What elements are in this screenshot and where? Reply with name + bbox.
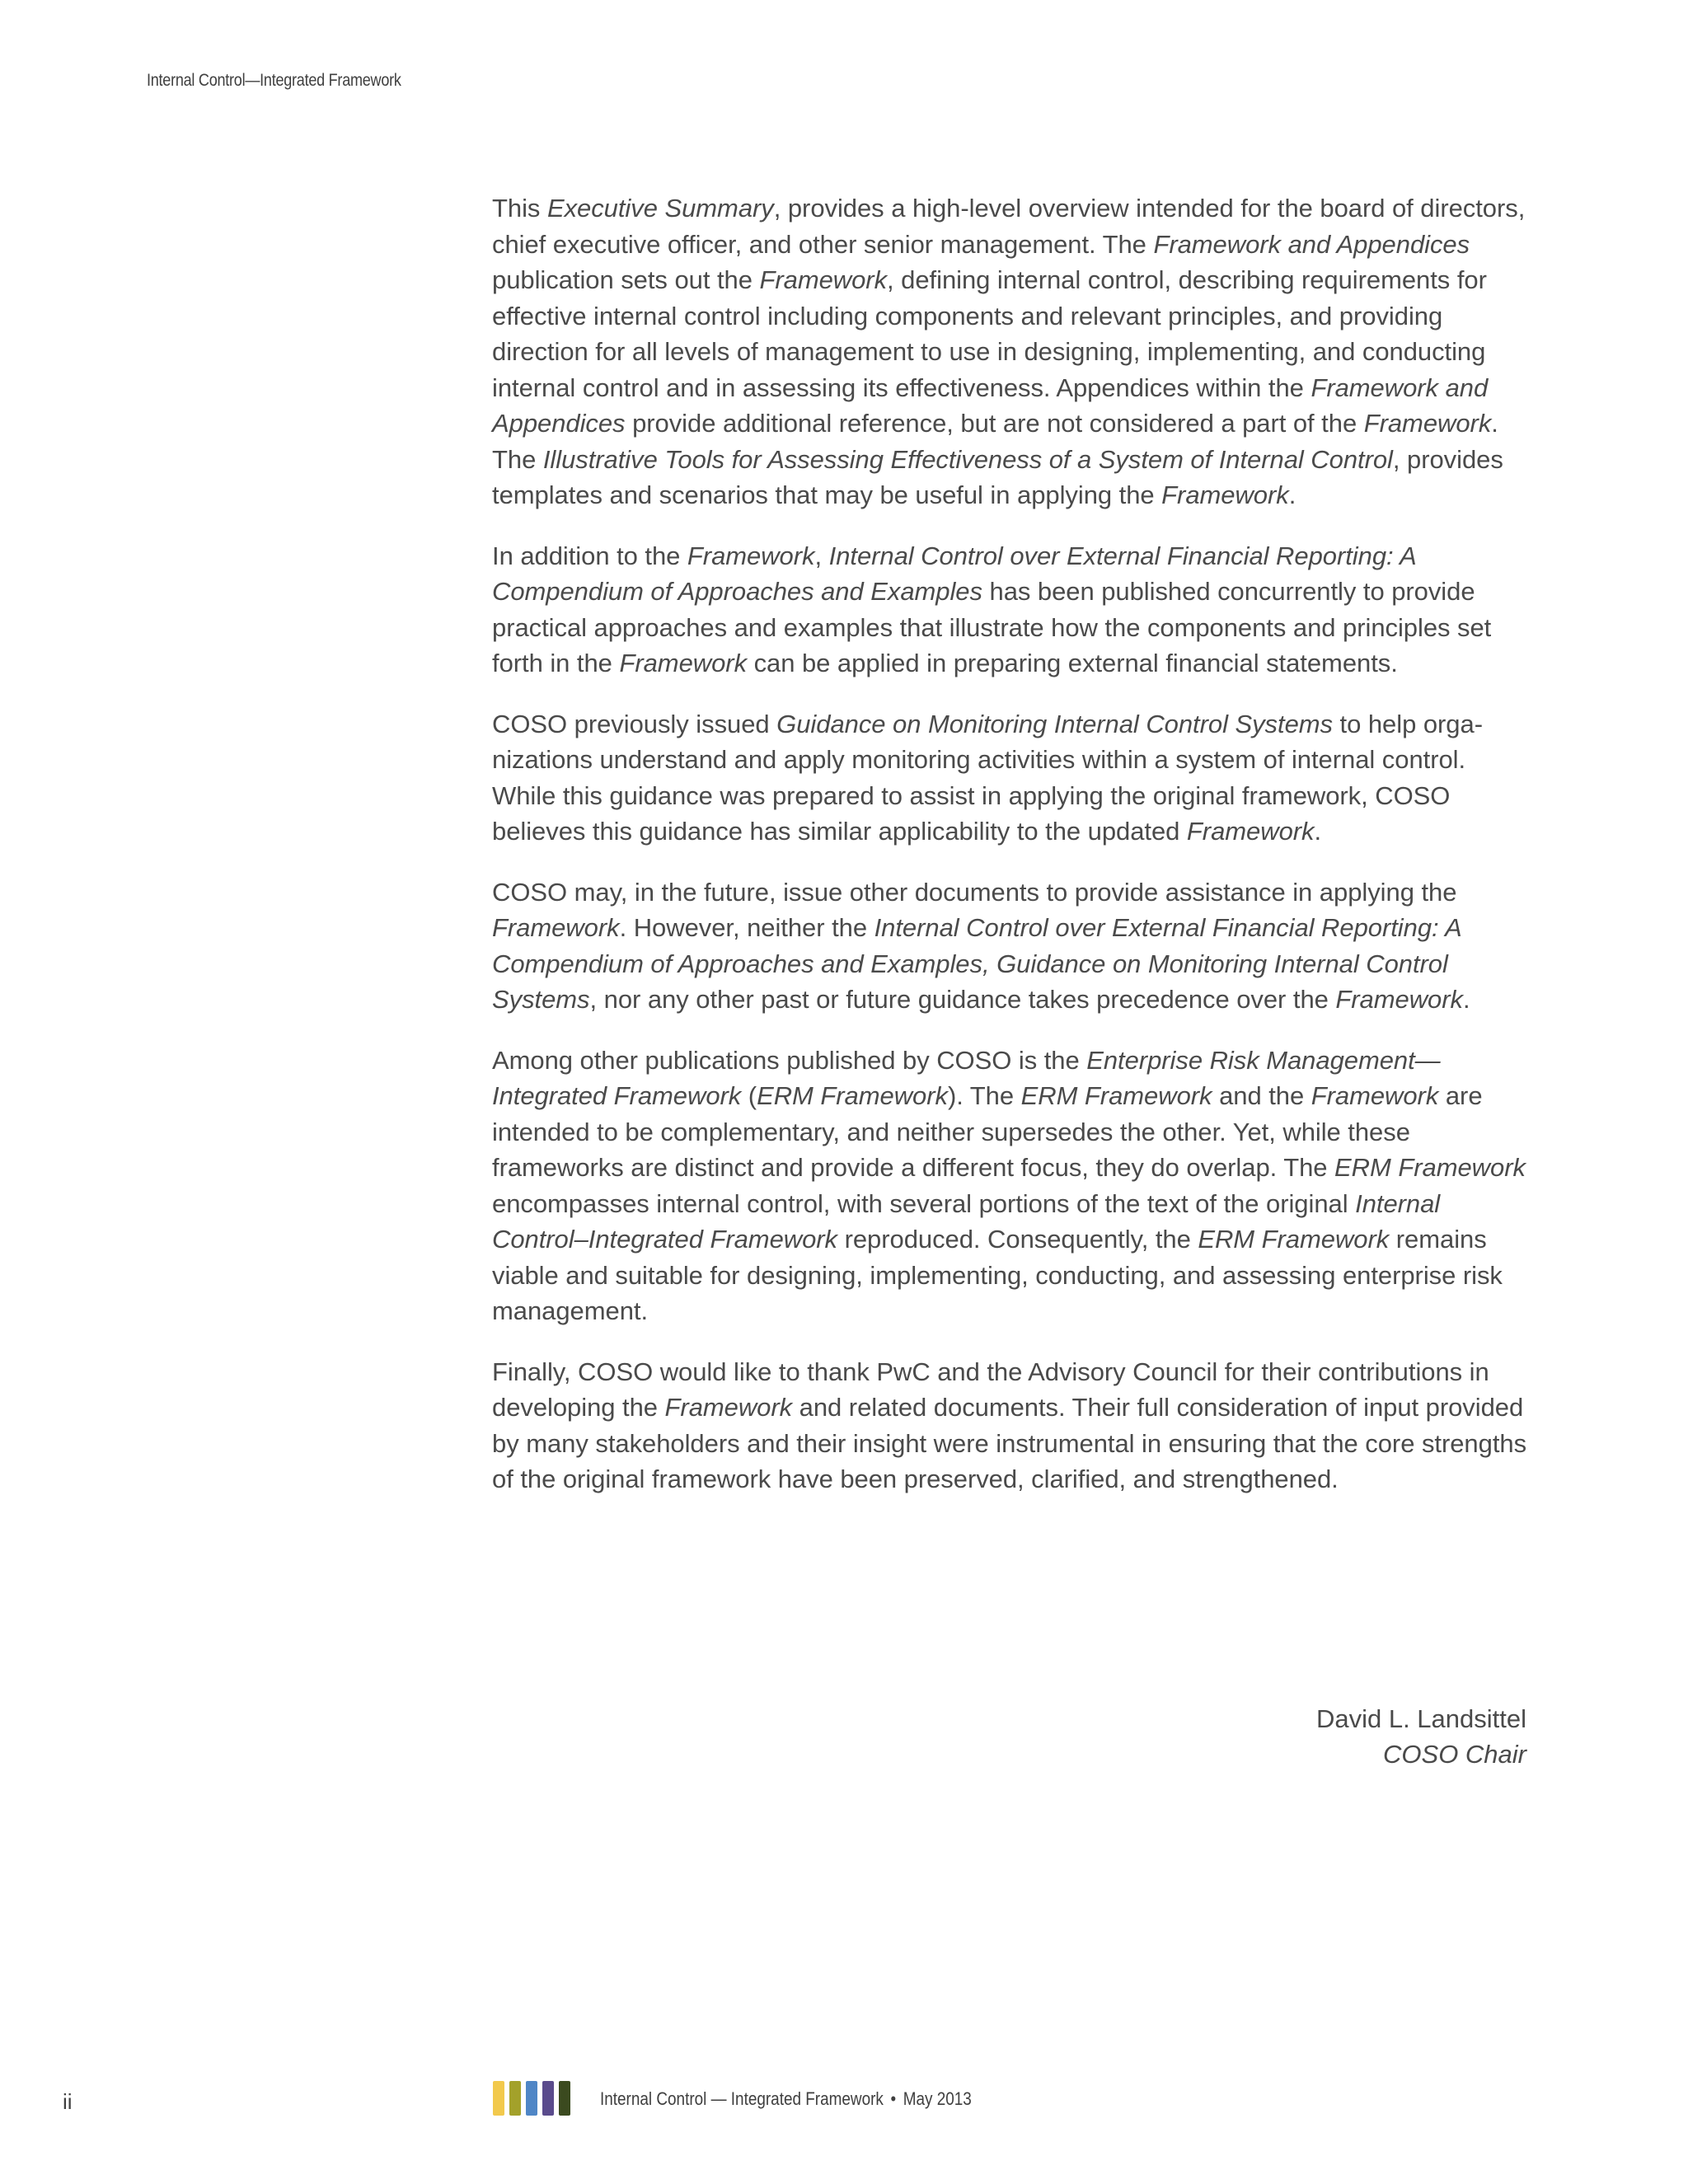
text-run: Finally, COSO would like to thank PwC and the Advisory Council for their contributions in developing the	[492, 1357, 1489, 1422]
text-run: .	[1462, 985, 1470, 1014]
italic-text-run: Framework and Appendices	[1153, 229, 1470, 259]
footer-color-bars	[493, 2081, 570, 2116]
signatory-role: COSO Chair	[1383, 1740, 1526, 1769]
italic-text-run: Framework	[1161, 480, 1289, 509]
italic-text-run: Internal Control–Integrated Framework	[492, 1188, 1441, 1254]
italic-text-run: ERM Framework	[1334, 1153, 1526, 1182]
paragraph	[492, 1043, 1535, 1329]
italic-text-run: Enterprise Risk Management—Integrated Framework	[492, 1045, 1441, 1110]
text-run: . The	[492, 409, 1498, 474]
italic-text-run: Internal Control over External Financial Reporting: A Compendium of Approaches and Examples, Guidance on Monitoring Internal Control Systems	[492, 913, 1461, 1014]
paragraph	[492, 874, 1535, 1018]
paragraph	[492, 706, 1535, 850]
text-run: In addition to the	[492, 541, 687, 570]
text-run: encompasses internal control, with several portions of the text of the original	[492, 1188, 1356, 1218]
italic-text-run: Framework	[687, 541, 815, 570]
text-run: .	[1314, 817, 1322, 846]
page-number: ii	[63, 2089, 73, 2114]
text-run: , provides a high-level overview intended for the board of directors, chief executive officer, and other senior management. The	[492, 194, 1526, 259]
footer-publication: Internal Control — Integrated Framework	[600, 2088, 884, 2109]
color-bar	[526, 2081, 537, 2116]
footer-separator: •	[890, 2088, 897, 2109]
italic-text-run: ERM Framework	[757, 1081, 948, 1110]
running-header: Internal Control—Integrated Framework	[147, 71, 401, 90]
italic-text-run: Framework	[759, 265, 888, 294]
italic-text-run: Framework	[492, 913, 620, 942]
text-run: ,	[814, 541, 829, 570]
italic-text-run: Framework	[1186, 817, 1315, 846]
text-run: , nor any other past or future guidance takes precedence over the	[589, 985, 1336, 1014]
text-run: , defining internal control, describing requirements for effective internal control including components and relevant principles, and providing direction for all levels of management to use in designing, implementing, and conducting internal control and in assessing its effectiveness. Appendices within the	[492, 265, 1487, 402]
text-run: .	[1288, 480, 1296, 509]
text-run: , provides templates and scenarios that may be useful in applying the	[492, 444, 1503, 509]
text-run: publication sets out the	[492, 265, 760, 294]
italic-text-run: Framework	[1311, 1081, 1439, 1110]
text-run: reproduced. Consequently, the	[837, 1225, 1198, 1254]
footer-text	[600, 2088, 972, 2110]
italic-text-run: Executive Summary	[546, 194, 774, 223]
text-run: and the	[1212, 1081, 1311, 1110]
italic-text-run: Framework	[1335, 985, 1463, 1014]
text-run: has been published concurrently to provide practical approaches and examples that illustrate how the components and principles set forth in the	[492, 577, 1492, 677]
italic-text-run: Illustrative Tools for Assessing Effectiveness of a System of Internal Control	[542, 444, 1393, 474]
color-bar	[542, 2081, 554, 2116]
text-run: Among other publications published by COSO is the	[492, 1045, 1087, 1075]
color-bar	[493, 2081, 504, 2116]
signature-block	[1071, 1701, 1526, 1772]
text-run: can be applied in preparing external financial statements.	[747, 649, 1398, 677]
italic-text-run: ERM Framework	[1198, 1225, 1390, 1254]
text-run: This	[492, 194, 547, 223]
paragraph	[492, 190, 1535, 513]
text-run: ). The	[947, 1081, 1021, 1110]
italic-text-run: Internal Control over External Financial Reporting: A Compendium of Approaches and Examples	[492, 541, 1416, 606]
italic-text-run: Framework	[664, 1393, 793, 1422]
text-run: provide additional reference, but are not considered a part of the	[625, 409, 1364, 438]
paragraph	[492, 538, 1535, 682]
text-run: (	[741, 1081, 757, 1110]
footer-date: May 2013	[903, 2088, 972, 2109]
text-run: are intended to be complementary, and neither supersedes the other. Yet, while these frameworks are distinct and provide a different focus, they do overlap. The	[492, 1081, 1483, 1182]
italic-text-run: Guidance on Monitoring Internal Control Systems	[776, 709, 1333, 738]
italic-text-run: Framework and Appendices	[492, 373, 1489, 438]
text-run: to help organizations understand and apply monitoring activities within a system of internal control. While this guidance was prepared to assist in applying the original framework, COSO believes this guidance has similar applicability to the updated	[492, 709, 1484, 846]
signatory-name: David L. Landsittel	[1315, 1704, 1526, 1733]
color-bar	[509, 2081, 521, 2116]
text-run: COSO may, in the future, issue other documents to provide assistance in applying the	[492, 877, 1457, 907]
text-run: remains viable and suitable for designing, implementing, conducting, and assessing enterprise risk management.	[492, 1225, 1503, 1325]
italic-text-run: ERM Framework	[1020, 1081, 1212, 1110]
color-bar	[559, 2081, 570, 2116]
italic-text-run: Framework	[619, 649, 748, 677]
paragraph	[492, 1354, 1535, 1497]
italic-text-run: Framework	[1363, 409, 1492, 438]
text-run: COSO previously issued	[492, 709, 777, 738]
text-run: . However, neither the	[619, 913, 874, 942]
text-run: and related documents. Their full consideration of input provided by many stakeholders and their insight were instrumental in ensuring that the core strengths of the original framework have been preserved, clarified, and strengthened.	[492, 1393, 1527, 1493]
body-text	[492, 190, 1535, 1522]
